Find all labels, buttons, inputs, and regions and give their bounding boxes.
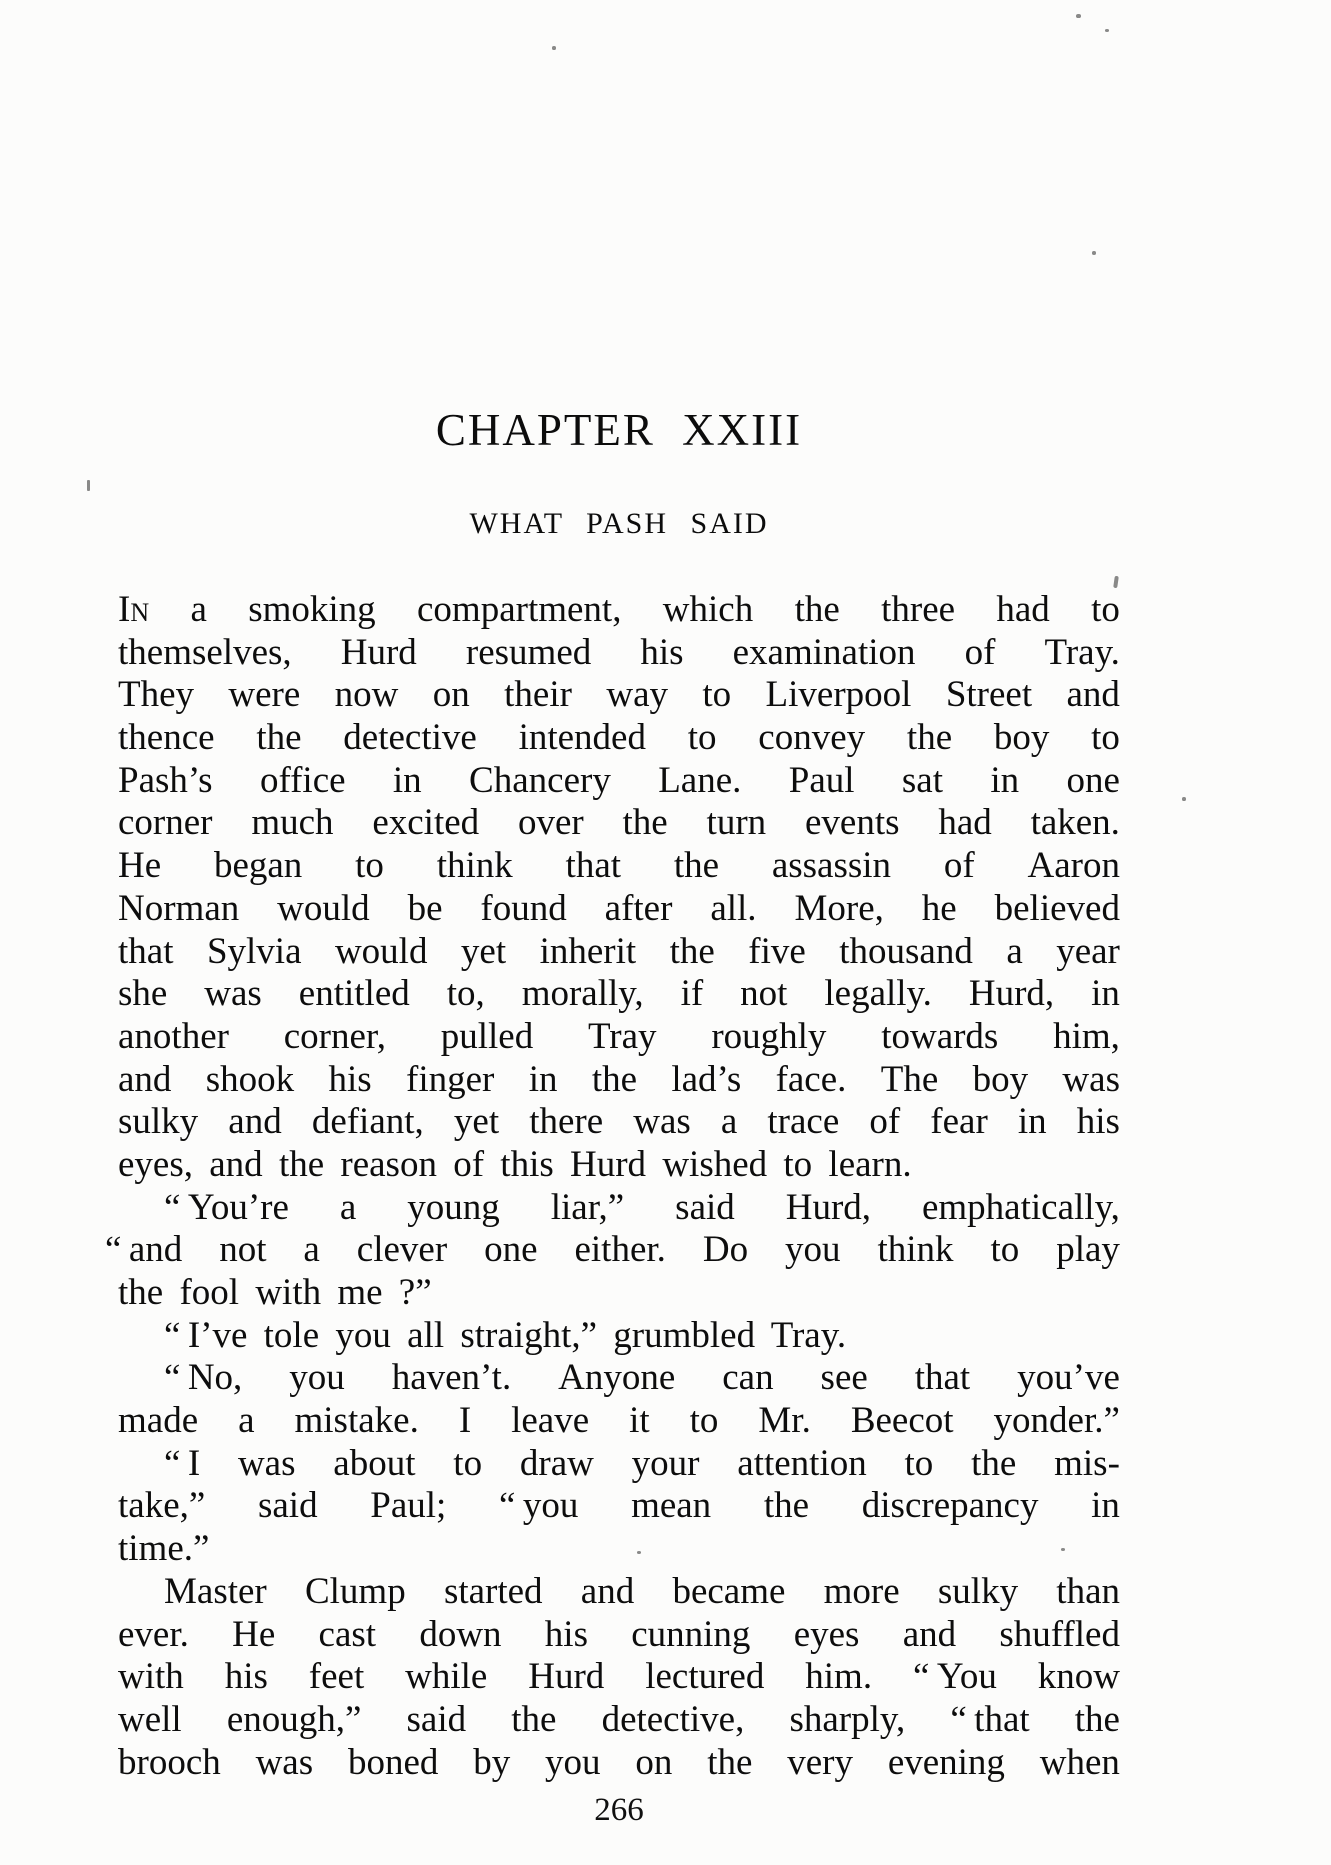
chapter-heading: CHAPTER XXIII	[435, 405, 803, 455]
text-line: thence the detective intended to convey the boy to	[118, 717, 1120, 759]
text-line: the fool with me ?”	[118, 1272, 432, 1313]
text-line: eyes, and the reason of this Hurd wished to learn.	[118, 1143, 912, 1185]
scan-speck	[637, 1551, 641, 1554]
text-line: ever. He cast down his cunning eyes and shuffled	[118, 1613, 1120, 1655]
text-line: made a mistake. I leave it to Mr. Beecot yonder.”	[118, 1400, 1120, 1442]
text-line: another corner, pulled Tray roughly towards him,	[118, 1015, 1120, 1057]
scan-speck	[1076, 14, 1081, 18]
scan-speck	[1182, 797, 1186, 801]
text-line: “ No, you haven’t. Anyone can see that you’ve	[164, 1357, 1120, 1399]
text-line: brooch was boned by you on the very evening when	[118, 1741, 1120, 1783]
text-line: In a smoking compartment, which the three had to	[118, 589, 1120, 630]
text-line: They were now on their way to Liverpool Street and	[118, 674, 1120, 716]
text-line: Norman would be found after all. More, he believed	[118, 887, 1120, 929]
text-line: that Sylvia would yet inherit the five thousand a year	[118, 930, 1120, 972]
text-line: “ I’ve tole you all straight,” grumbled Tray.	[164, 1314, 847, 1356]
scan-speck	[1105, 29, 1109, 32]
text-line: corner much excited over the turn events had taken.	[118, 802, 1120, 844]
text-line: themselves, Hurd resumed his examination of Tray.	[118, 631, 1120, 673]
text-line: “ You’re a young liar,” said Hurd, emphatically,	[164, 1186, 1120, 1228]
text-line: Master Clump started and became more sulky than	[164, 1570, 1120, 1612]
text-line: and shook his finger in the lad’s face. The boy was	[118, 1058, 1120, 1100]
scan-speck	[1092, 251, 1096, 255]
scan-speck	[1061, 1548, 1065, 1551]
body-text	[105, 589, 1120, 1784]
text-line: with his feet while Hurd lectured him. “ You know	[118, 1656, 1120, 1698]
scan-speck	[1113, 576, 1119, 588]
text-line: well enough,” said the detective, sharply, “ that the	[118, 1698, 1120, 1740]
text-line: take,” said Paul; “ you mean the discrepancy in	[118, 1485, 1120, 1527]
page-number: 266	[594, 1792, 644, 1828]
text-line: He began to think that the assassin of Aaron	[118, 845, 1120, 887]
scan-speck	[87, 480, 90, 491]
text-line: Pash’s office in Chancery Lane. Paul sat in one	[118, 759, 1120, 801]
text-line: time.”	[118, 1528, 210, 1570]
text-line: she was entitled to, morally, if not legally. Hurd, in	[118, 973, 1120, 1015]
scan-speck	[552, 46, 556, 50]
chapter-subtitle: WHAT PASH SAID	[469, 507, 769, 540]
text-line: sulky and defiant, yet there was a trace of fear in his	[118, 1101, 1120, 1143]
text-line: “ and not a clever one either. Do you think to play	[105, 1229, 1120, 1271]
text-line: “ I was about to draw your attention to the mis-	[164, 1442, 1120, 1484]
